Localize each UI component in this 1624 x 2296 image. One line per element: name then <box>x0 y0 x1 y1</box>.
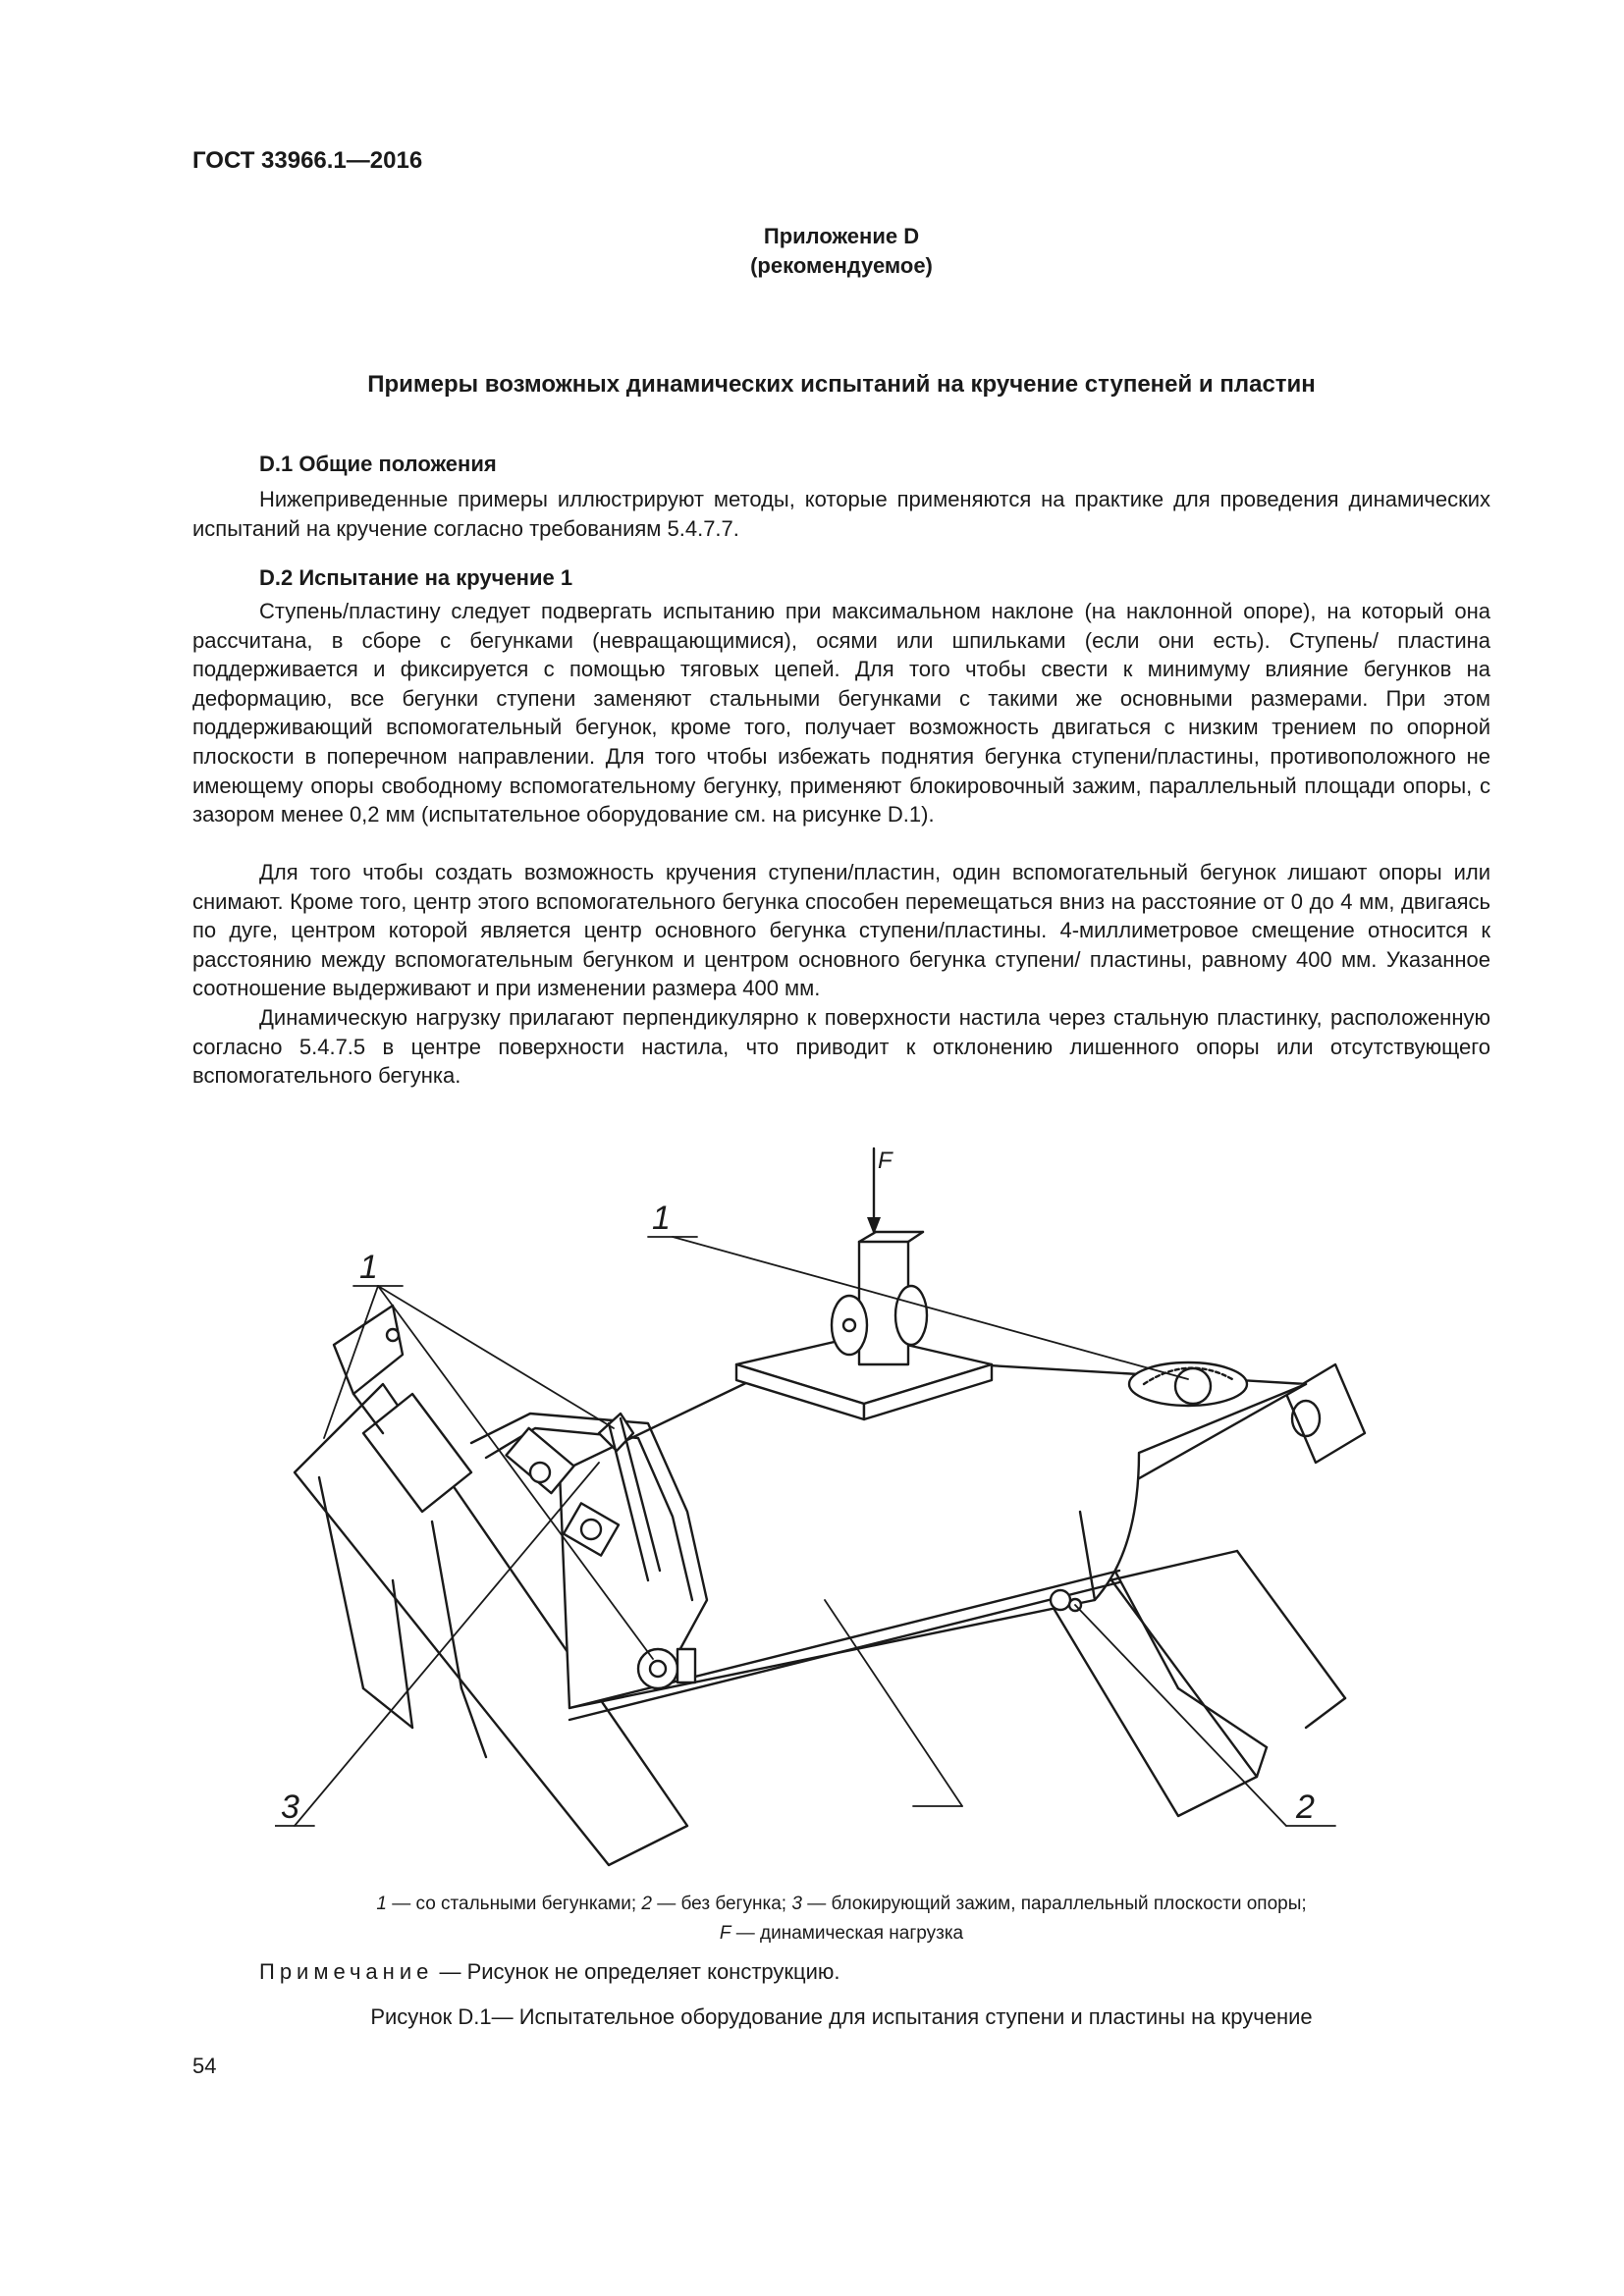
appendix-kind: (рекомендуемое) <box>750 253 933 278</box>
note-text: — Рисунок не определяет конструкцию. <box>433 1959 840 1984</box>
figure-caption: Рисунок D.1— Испытательное оборудование для испытания ступени и пластины на кручение <box>370 2004 1313 2029</box>
paragraph: Ступень/пластину следует подвергать испытанию при максимальном наклоне (на наклонной опоре), на который она рассчитана, в сборе с бегунками (невращающимися), осями или шпильками (если они есть). Ступень/ пластина поддерживается и фиксируется с помощью тяговых цепей. Для того чтобы свести к минимуму влияние бегунков на деформацию, все бегунки ступени заменяют стальными бегунками с такими же основными размерами. При этом поддерживающий вспомогательный бегунок, кроме того, получает возможность двигаться с низким трением по опорной плоскости в поперечном направлении. Для того чтобы избежать поднятия бегунка ступени/пластины, противоположного не имеющему опоры свободному вспомогательному бегунку, применяют блокировочный зажим, параллельный площади опоры, с зазором менее 0,2 мм (испытательное оборудование см. на рисунке D.1). <box>192 599 1490 828</box>
appendix-heading: Примеры возможных динамических испытаний на кручение ступеней и пластин <box>367 371 1316 398</box>
note-label: Примечание <box>259 1959 434 1984</box>
appendix-title: Приложение D <box>763 224 920 248</box>
section-heading-d2: D.2 Испытание на кручение 1 <box>259 565 573 590</box>
legend-key-1: 1 <box>376 1894 387 1914</box>
callout-1-left: 1 <box>359 1249 378 1286</box>
test-rig-drawing <box>275 1139 1453 1875</box>
paragraph: Нижеприведенные примеры иллюстрируют методы, которые применяются на практике для проведения динамических испытаний на кручение согласно требованиям 5.4.7.7. <box>192 487 1490 541</box>
callout-1-right: 1 <box>652 1200 671 1237</box>
callout-2: 2 <box>1296 1789 1315 1826</box>
paragraph: Динамическую нагрузку прилагают перпендикулярно к поверхности настила через стальную пластинку, расположенную согласно 5.4.7.5 в центре поверхности настила, что приводит к отклонению лишенного опоры или отсутствующего вспомогательного бегунка. <box>192 1005 1490 1089</box>
legend-key-3: 3 <box>791 1894 802 1914</box>
figure-legend-line2: F — динамическая нагрузка <box>719 1923 964 1944</box>
force-label: F <box>878 1148 893 1174</box>
figure-note <box>259 1959 840 1985</box>
legend-key-2: 2 <box>641 1894 652 1914</box>
legend-key-f: F <box>719 1923 731 1944</box>
page-number: 54 <box>192 2054 217 2078</box>
paragraph: Для того чтобы создать возможность кручения ступени/пластин, один вспомогательный бегунок лишают опоры или снимают. Кроме того, центр этого вспомогательного бегунка способен перемещаться вниз на расстояние от 0 до 4 мм, двигаясь по дуге, центром которой является центр основного бегунка ступени/пластины. 4-миллиметровое смещение относится к расстоянию между вспомогательным бегунком и центром основного бегунка ступени/ пластины, равному 400 мм. Указанное соотношение выдерживают и при изменении размера 400 мм. <box>192 860 1490 1001</box>
section-heading-d1: D.1 Общие положения <box>259 452 497 476</box>
callout-3: 3 <box>281 1789 299 1826</box>
standard-id: ГОСТ 33966.1—2016 <box>192 147 423 174</box>
figure-legend-line1: 1 — со стальными бегунками; 2 — без бегунка; 3 — блокирующий зажим, параллельный плоскости опоры; <box>376 1894 1307 1914</box>
